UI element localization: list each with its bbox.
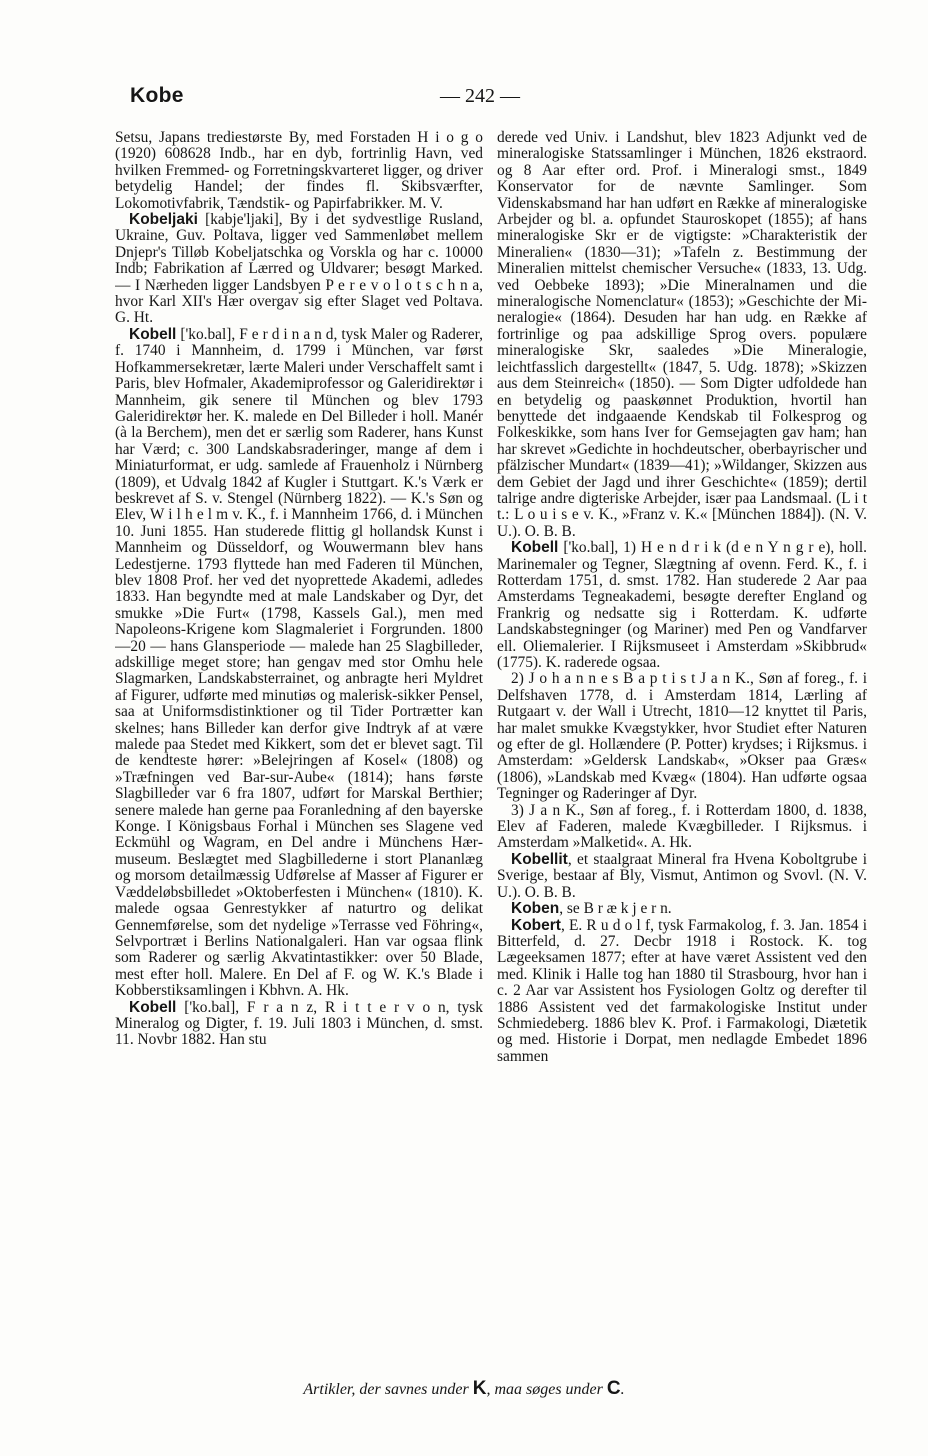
- entry-kobell-franz: [115, 1000, 483, 1049]
- entry-koben: [497, 901, 867, 917]
- footer-letter-c: C: [606, 1378, 621, 1399]
- running-head: [130, 84, 790, 110]
- entry-kobell-ferdinand: [115, 327, 483, 1000]
- entry-headword: Kobell: [511, 539, 559, 557]
- entry-headword: Kobeljaki: [129, 211, 198, 229]
- right-column: [497, 130, 867, 1370]
- entry-headword: Koben: [511, 900, 560, 918]
- entry-text: 2) J o h a n n e s B a p t i s t J a n K., Søn af foreg., f. i Delfshaven 1778, d. i Amsterdam 1814, Lærling af Rutgaart v. der Wall i Utrecht, 1810—12 knyttet til Paris, har malet smukke Kvægstykker, hvor Studiet efter Naturen og efter de gl. Hollændere (P. Potter) krydses; i Rijksmus. i Amsterdam: »Geldersk Landskab«, »Okser paa Græs« (1806), »Landskab med Kvæg« (1804). Han udførte ogsaa Tegninger og Raderinger af Dyr.: [497, 670, 867, 803]
- entry-text: [kabje'ljaki], By i det sydvestlige Rusland, Ukraine, Guv. Poltava, ligger ved Sammenløbet mellem Dnjepr's Tilløb Kobeljatschka og Vorskla og har c. 10000 Indb; Fabrikation af Lærred og Uldvarer; besøgt Marked. — I Nærheden ligger Landsbyen P e r e v o l o t s c h n a, hvor Karl XII's Hær overgav sig efter Slaget ved Poltava. G. Ht.: [115, 211, 483, 327]
- left-column: [115, 130, 483, 1370]
- footer-text-before: Artikler, der savnes under: [303, 1381, 473, 1398]
- entry-kobell-franz-continued: [497, 130, 867, 540]
- entry-text: , E. R u d o l f, tysk Farmakolog, f. 3. Jan. 1854 i Bitterfeld, d. 27. Decbr 1918 i Rostock. K. tog Lægeeksamen 1877; efter at have været Assistent ved den med. Klinik i Halle tog han 1880 til Strasbourg, hvor han i c. 2 Aar var Assistent hos Fysiologen Goltz og derefter til 1886 Assistent ved det farmakologiske Institut under Schmiedeberg. 1886 blev K. Prof. i Farmakologi, Diætetik og med. Historie i Dorpat, men nedlagde Embedet 1896 sammen: [497, 916, 867, 1065]
- entry-kobert: [497, 918, 867, 1066]
- footer-note: [0, 1378, 928, 1400]
- entry-headword: Kobell: [129, 325, 177, 343]
- head-word: Kobe: [130, 84, 184, 107]
- entry-text: 3) J a n K., Søn af foreg., f. i Rotterdam 1800, d. 1838, Elev af Faderen, malede Kvægbilleder. I Rijksmus. i Amsterdam »Malketid«. A. Hk.: [497, 801, 867, 852]
- entry-text: Setsu, Japans trediestørste By, med Forstaden H i o g o (1920) 608628 Indb., har en dyb, fortrinlig Havn, ved hvilken Fremmed- og Forretningskvarteret ligger, og driver betydelig Handel; der findes fl. Skibsværfter, Lokomotivfabrik, Tændstik- og Papirfabrikker. M. V.: [115, 130, 483, 212]
- page-number: — 242 —: [440, 85, 520, 107]
- entry-headword: Kobell: [129, 998, 177, 1016]
- entry-text: ['ko.bal], F r a n z, R i t t e r v o n, tysk Mineralog og Digter, f. 19. Juli 1803 i München, d. smst. 11. Novbr 1882. Han stu: [115, 998, 483, 1049]
- entry-text: , se B r æ k j e r n.: [559, 900, 672, 918]
- entry-setsu-continued: [115, 130, 483, 212]
- entry-kobellit: [497, 852, 867, 901]
- entry-kobeljaki: [115, 212, 483, 327]
- entry-text: ['ko.bal], F e r d i n a n d, tysk Maler og Raderer, f. 1740 i Mannheim, d. 1799 i München, var først Hofkammersekretær, lærte Maleri under Verschaffelt samt i Paris, blev Hofmaler, Akademiprofessor og Galeridirektør i Mannheim, gik senere til München og blev 1793 Galeridirektør her. K. malede en Del Billeder i holl. Manér (à la Berchem), men det er særlig som Raderer, hans Kunst har Værd; c. 300 Landskabsraderinger, mange af dem i Miniaturformat, er udg. samlede af Frauenholz i Nürnberg (1809), et Udvalg 1842 af Kugler i Stuttgart. K.'s Værk er beskrevet af S. v. Stengel (Nürnberg 1822). — K.'s Søn og Elev, W i l h e l m v. K., f. i Mannheim 1766, d. i München 10. Juni 1855. Han studerede flittig gl hollandsk Kunst i Mannheim og Düsseldorf, og Wouwermann blev hans Ledestjerne. 1793 flyttede han med Faderen til München, blev 1808 Prof. her ved det nyoprettede Akademi, adledes 1833. Han begyndte med at male Landskaber og Dyr, det smukke »Die Furt« (1798, Kassels Gal.), men med Napoleons-Krigene kom Slagmaleriet i Forgrunden. 1800—20 — hans Glansperiode — malede han 25 Slagbilleder, adskillige meget store; han gengav med stor Omhu hele Slagmarken, Landskabsterrainet, og anbragte heri Myldret af Figurer, udførte med minutiøs og malerisk-sikker Pensel, saa at Uniformsdistinktioner og til Tider Portrætter kan skelnes; hans Billeder kan derfor give Indtryk af at være malede paa Stedet med Kikkert, som det er blevet sagt. Til de kendteste hører: »Belejringen af Kosel« (1808) og »Træfningen ved Bar-sur-Aube« (1814); hans første Slagbilleder var 6 fra 1807, udført for Marskal Berthier; senere malede han gerne paa Foranledning af den bayerske Konge. I Königsbaus Forhal i München ses Slagene ved Eckmühl og Wagram, en Del andre i Münchens Hærmuseum. Beslægtet med Slagbillederne i stort Plananlæg og morsom detailmæssig Udførelse af Masser af Figurer er Væddeløbsbilledet »Oktoberfesten i München« (1810). K. malede ogsaa Genrestykker af naturtro og delikat Gennemførelse, som det nydelige »Terrasse ved Föhring«, Selvportræt i Berlins Nationalgaleri. Han var ogsaa flink som Raderer og særlig Akvatintastikker: over 50 Blade, mest efter holl. Malere. En Del af F. og W. K.'s Blade i Kobberstiksamlingen i Kbhvn. A. Hk.: [115, 325, 483, 1000]
- entry-headword: Kobellit: [511, 850, 568, 868]
- entry-headword: Kobert: [511, 916, 561, 934]
- entry-kobell-jan: [497, 803, 867, 852]
- entry-text: , et staalgraat Mineral fra Hvena Koboltgrube i Sverige, bestaar af Bly, Vismut, Antimon og Svovl. (N. V. U.). O. B. B.: [497, 850, 867, 901]
- entry-text: ['ko.bal], 1) H e n d r i k (d e n Y n g r e), holl. Marinemaler og Tegner, Slægtning af ovenn. Ferd. K., f. i Rotterdam 1751, d. smst. 1782. Han studerede 2 Aar paa Amsterdams Tegneakademi, besøgte derefter England og Frankrig og nedsatte sig i Rotterdam. K. udførte Landskabstegninger (og Mariner) med Pen og Vandfarver ell. Oliemalerier. I Rijksmuseet i Amsterdam »Skibbrud« (1775). K. raderede ogsaa.: [497, 539, 867, 671]
- footer-text-end: .: [620, 1381, 625, 1398]
- footer-letter-k: K: [472, 1378, 487, 1399]
- entry-text: derede ved Univ. i Landshut, blev 1823 Adjunkt ved de mineralogiske Statssamlinger i München, 1826 ekstraord. og 8 Aar efter ord. Prof. i Mineralogi smst., 1849 Konservator for de nævnte Samlinger. Som Videnskabsmand har han udført en Række af mineralogiske Arbejder og bl. a. opfundet Stauroskopet (1855); af hans mineralogiske Skr er de vigtigste: »Charakteristik der Mineralien« (1830—31); »Tafeln z. Bestimmung der Mineralien mittelst chemischer Versuche« (1833, 13. Udg. ved Oebbeke 1893); »Die Mineralnamen und die mineralogische Nomenclatur« (1853); »Geschichte der Mineralogie« (1864). Desuden har han udg. en Række af fortrinlige og paa adskillige Sprog overs. populære mineralogiske Skr, saaledes »Die Mineralogie, leichtfasslich dargestellt« (1847, 5. Udg. 1878); »Skizzen aus dem Steinreich« (1850). — Som Digter udfoldede han en betydelig og paaskønnet Produktion, hvortil han benyttede det indgaaende Kendskab til Folkesprog og Folkeskikke, som hans Iver for Gemsejagten gav ham; han har skrevet »Gedichte in hochdeutscher, oberbayrischer und pfälzischer Mundart« (1839—41); »Wildanger, Skizzen aus dem Gebiet der Jagd und ihrer Geschichte« (1859); dertil talrige andre digteriske Arbejder, især paa Landsmaal. (L i t t.: L o u i s e v. K., »Franz v. K.« [München 1884]). (N. V. U.). O. B. B.: [497, 130, 867, 540]
- entry-kobell-hendrik: [497, 540, 867, 671]
- footer-text-middle: , maa søges under: [486, 1381, 607, 1398]
- entry-kobell-johannes: [497, 671, 867, 802]
